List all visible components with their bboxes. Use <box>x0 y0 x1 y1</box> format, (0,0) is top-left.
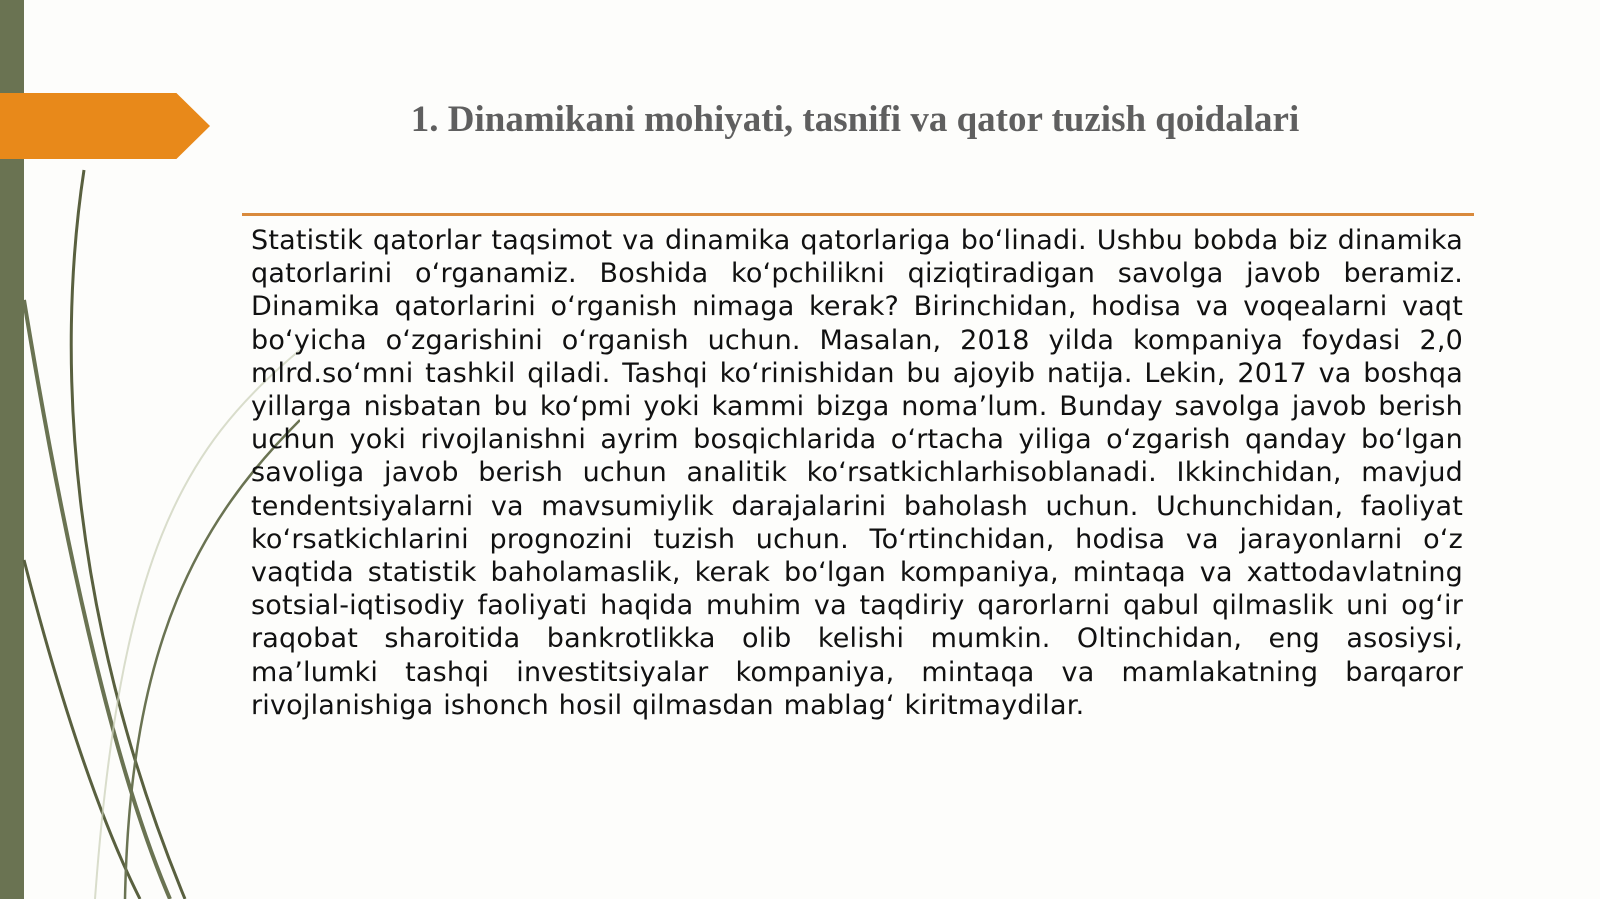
slide-title: 1. Dinamikani mohiyati, tasnifi va qator tuzish qoidalari <box>410 99 1300 140</box>
body-paragraph: Statistik qatorlar taqsimot va dinamika qatorlariga bo‘linadi. Ushbu bobda biz dinamika qatorlarini o‘rganamiz. Boshida ko‘pchilikni qiziqtiradigan savolga javob beramiz. Dinamika qatorlarini o‘rganish nimaga kerak? Birinchidan, hodisa va voqealarni vaqt bo‘yicha o‘zgarishini o‘rganish uchun. Masalan, 2018 yilda kompaniya foydasi 2,0 mlrd.so‘mni tashkil qiladi. Tashqi ko‘rinishidan bu ajoyib natija. Lekin, 2017 va boshqa yillarga nisbatan bu ko‘pmi yoki kammi bizga noma’lum. Bunday savolga javob berish uchun yoki rivojlanishni ayrim bosqichlarida o‘rtacha yiliga o‘zgarish qanday bo‘lgan savoliga javob berish uchun analitik ko‘rsatkichlarhisoblanadi. Ikkinchidan, mavjud tendentsiyalarni va mavsumiylik darajalarini baholash uchun. Uchunchidan, faoliyat ko‘rsatkichlarini prognozini tuzish uchun. To‘rtinchidan, hodisa va jarayonlarni o‘z vaqtida statistik baholamaslik, kerak bo‘lgan kompaniya, mintaqa va xattodavlatning sotsial-iqtisodiy faoliyati haqida muhim va taqdiriy qarorlarni qabul qilmaslik uni og‘ir raqobat sharoitida bankrotlikka olib kelishi mumkin. Oltinchidan, eng asosiysi, ma’lumki tashqi investitsiyalar kompaniya, mintaqa va mamlakatning barqaror rivojlanishiga ishonch hosil qilmasdan mablag‘ kiritmaydilar. <box>251 225 1463 721</box>
title-divider <box>242 213 1474 216</box>
orange-arrow-banner <box>0 93 210 159</box>
